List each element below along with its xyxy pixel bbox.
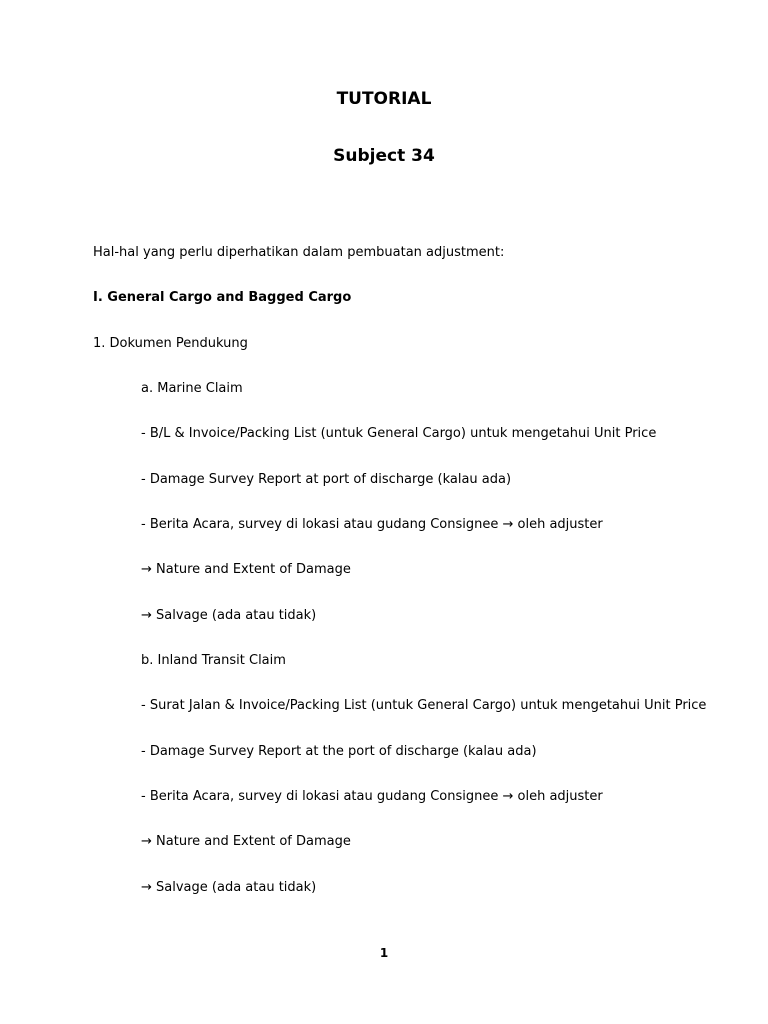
marine-claim-item-5 [141, 608, 316, 624]
inland-transit-claim-item-2: - Damage Survey Report at the port of discharge (kalau ada) [141, 744, 537, 759]
inland-transit-claim-item-3 [141, 789, 603, 805]
section-heading: I. General Cargo and Bagged Cargo [93, 290, 352, 305]
marine-claim-item-1: - B/L & Invoice/Packing List (untuk General Cargo) untuk mengetahui Unit Price [141, 426, 657, 441]
marine-claim-item-4 [141, 562, 351, 578]
inland-transit-claim-item-1: - Surat Jalan & Invoice/Packing List (untuk General Cargo) untuk mengetahui Unit Price [141, 698, 707, 713]
inland-transit-claim-item-5 [141, 880, 316, 896]
marine-claim-label: a. Marine Claim [141, 381, 243, 396]
arrow-right-icon: → [141, 562, 152, 577]
inland-transit-claim-item-3-tail: oleh adjuster [513, 789, 603, 804]
arrow-right-icon: → [141, 834, 152, 849]
inland-transit-claim-item-5-text: Salvage (ada atau tidak) [151, 880, 317, 895]
inland-transit-claim-item-3-text: - Berita Acara, survey di lokasi atau gudang Consignee [141, 789, 503, 804]
arrow-right-icon: → [141, 880, 152, 895]
document-title: TUTORIAL [336, 89, 432, 109]
inland-transit-claim-label: b. Inland Transit Claim [141, 653, 286, 668]
inland-transit-claim-item-4-text: Nature and Extent of Damage [151, 834, 351, 849]
page-number: 1 [379, 946, 389, 960]
subsection-heading: 1. Dokumen Pendukung [93, 336, 248, 351]
marine-claim-item-3-text: - Berita Acara, survey di lokasi atau gudang Consignee [141, 517, 503, 532]
marine-claim-item-4-text: Nature and Extent of Damage [151, 562, 351, 577]
document-subtitle: Subject 34 [333, 146, 435, 166]
inland-transit-claim-item-4 [141, 834, 351, 850]
arrow-right-icon: → [502, 517, 514, 532]
intro-paragraph: Hal-hal yang perlu diperhatikan dalam pembuatan adjustment: [93, 245, 505, 260]
marine-claim-item-2: - Damage Survey Report at port of discharge (kalau ada) [141, 472, 512, 487]
marine-claim-item-5-text: Salvage (ada atau tidak) [151, 608, 317, 623]
marine-claim-item-3-tail: oleh adjuster [513, 517, 603, 532]
marine-claim-item-3 [141, 517, 603, 533]
arrow-right-icon: → [141, 608, 152, 623]
arrow-right-icon: → [502, 789, 514, 804]
